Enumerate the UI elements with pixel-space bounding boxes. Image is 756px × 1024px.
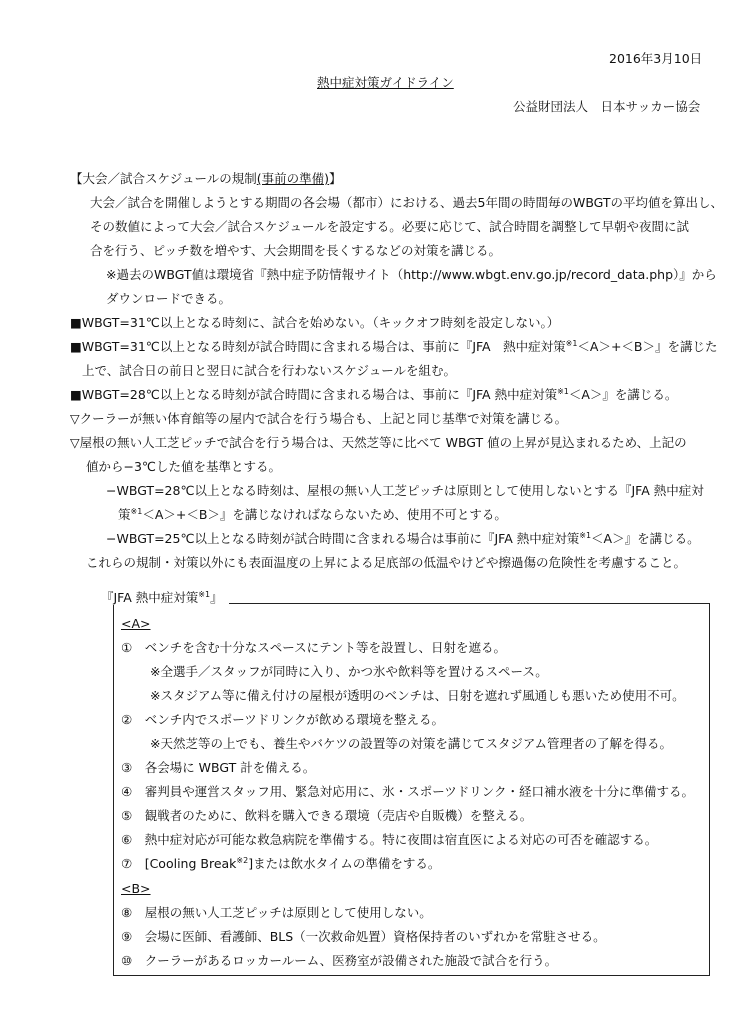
rule-text: ＜A＞+＜B＞』を講じた <box>577 339 718 354</box>
measure-item: ① ベンチを含む十分なスペースにテント等を設置し、日射を遮る。 <box>121 640 506 655</box>
sub-rule-text: ＜A＞』を講じる。 <box>591 531 700 546</box>
rule-text: ■WBGT=31℃以上となる時刻が試合時間に含まれる場合は、事前に『JFA 熱中症対策 <box>70 339 566 354</box>
jfa-measures-title <box>101 592 229 605</box>
sub-rule-wbgt28: −WBGT=28℃以上となる時刻は、屋根の無い人工芝ピッチは原則として使用しないとする『JFA 熱中症対 <box>106 483 704 498</box>
document-date: 2016年3月10日 <box>609 51 703 66</box>
rule-text: ■WBGT=28℃以上となる時刻が試合時間に含まれる場合は、事前に『JFA 熱中症対策 <box>70 387 558 402</box>
measure-item-cooling-break <box>121 858 440 871</box>
paragraph-line: その数値によって大会／試合スケジュールを設定する。必要に応じて、試合時間を調整して早朝や夜間に試 <box>90 219 690 234</box>
measure-item: ③ 各会場に WBGT 計を備える。 <box>121 760 316 775</box>
document-title: 熱中症対策ガイドライン <box>317 75 454 90</box>
measure-text: ]または飲水タイムの準備をする。 <box>248 856 441 871</box>
sub-rule-wbgt28-cont <box>118 509 507 522</box>
measure-item: ② ベンチ内でスポーツドリンクが飲める環境を整える。 <box>121 712 444 727</box>
organization-name: 公益財団法人 日本サッカー協会 <box>513 99 701 114</box>
box-title-text: 『JFA 熱中症対策 <box>101 590 199 605</box>
sub-rule-wbgt25 <box>106 533 700 546</box>
footnote-ref: ※1 <box>198 590 211 599</box>
note-line: ※過去のWBGT値は環境省『熱中症予防情報サイト（http://www.wbgt.env.go.jp/record_data.php）』から <box>106 267 717 282</box>
rule-wbgt28 <box>70 389 677 402</box>
measure-note: ※全選手／スタッフが同時に入り、かつ氷や飲料等を置けるスペース。 <box>150 664 548 679</box>
rule-artificial-turf-cont: 値から−3℃した値を基準とする。 <box>86 459 281 474</box>
rule-wbgt31-schedule <box>70 341 718 354</box>
sub-rule-text: ＜A＞+＜B＞』を講じなければならないため、使用不可とする。 <box>142 507 507 522</box>
footnote-ref: ※1 <box>565 339 578 348</box>
rule-text: ＜A＞』を講じる。 <box>568 387 678 402</box>
measure-item: ⑩ クーラーがあるロッカールーム、医務室が設備された施設で試合を行う。 <box>121 953 558 968</box>
measure-note: ※天然芝等の上でも、養生やバケツの設置等の対策を講じてスタジアム管理者の了解を得る。 <box>150 736 672 751</box>
sub-rule-text: −WBGT=25℃以上となる時刻が試合時間に含まれる場合は事前に『JFA 熱中症対策 <box>106 531 580 546</box>
measures-a-label: <A> <box>121 616 151 631</box>
measure-note: ※スタジアム等に備え付けの屋根が透明のベンチは、日射を遮れず風通しも悪いため使用不可。 <box>150 688 685 703</box>
paragraph-line: 合を行う、ピッチ数を増やす、大会期間を長くするなどの対策を講じる。 <box>90 243 502 258</box>
measure-item: ⑤ 観戦者のために、飲料を購入できる環境（売店や自販機）を整える。 <box>121 808 533 823</box>
measure-item: ⑥ 熱中症対応が可能な救急病院を準備する。特に夜間は宿直医による対応の可否を確認する。 <box>121 832 658 847</box>
rule-wbgt31-schedule-cont: 上で、試合日の前日と翌日に試合を行わないスケジュールを組む。 <box>82 363 457 378</box>
closing-note: これらの規制・対策以外にも表面温度の上昇による足底部の低温やけどや擦過傷の危険性を考慮すること。 <box>86 555 687 570</box>
footnote-ref: ※2 <box>236 856 249 865</box>
footnote-ref: ※1 <box>130 507 143 516</box>
rule-artificial-turf: ▽屋根の無い人工芝ピッチで試合を行う場合は、天然芝等に比べて WBGT 値の上昇が見込まれるため、上記の <box>70 435 687 450</box>
section-heading-text: 【大会／試合スケジュールの規制 <box>70 171 257 186</box>
rule-indoor-gym: ▽クーラーが無い体育館等の屋内で試合を行う場合も、上記と同じ基準で対策を講じる。 <box>70 411 568 426</box>
measure-text: ⑦ [Cooling Break <box>121 856 237 871</box>
paragraph-line: 大会／試合を開催しようとする期間の各会場（都市）における、過去5年間の時間毎のWBGTの平均値を算出し、 <box>90 195 724 210</box>
footnote-ref: ※1 <box>557 387 569 396</box>
note-line: ダウンロードできる。 <box>106 291 232 306</box>
section-heading-underlined: (事前の準備) <box>256 171 330 186</box>
rule-wbgt31-start: ■WBGT=31℃以上となる時刻に、試合を始めない。（キックオフ時刻を設定しない。） <box>70 315 560 330</box>
section-heading <box>70 173 342 186</box>
measures-b-label: <B> <box>121 881 151 896</box>
footnote-ref: ※1 <box>579 531 592 540</box>
sub-rule-text: 策 <box>118 507 131 522</box>
box-title-close: 』 <box>210 590 223 605</box>
measure-item: ⑨ 会場に医師、看護師、BLS（一次救命処置）資格保持者のいずれかを常駐させる。 <box>121 929 606 944</box>
measure-item: ④ 審判員や運営スタッフ用、緊急対応用に、氷・スポーツドリンク・経口補水液を十分に準備する。 <box>121 784 694 799</box>
measure-item: ⑧ 屋根の無い人工芝ピッチは原則として使用しない。 <box>121 905 432 920</box>
section-heading-close: 】 <box>329 171 342 186</box>
